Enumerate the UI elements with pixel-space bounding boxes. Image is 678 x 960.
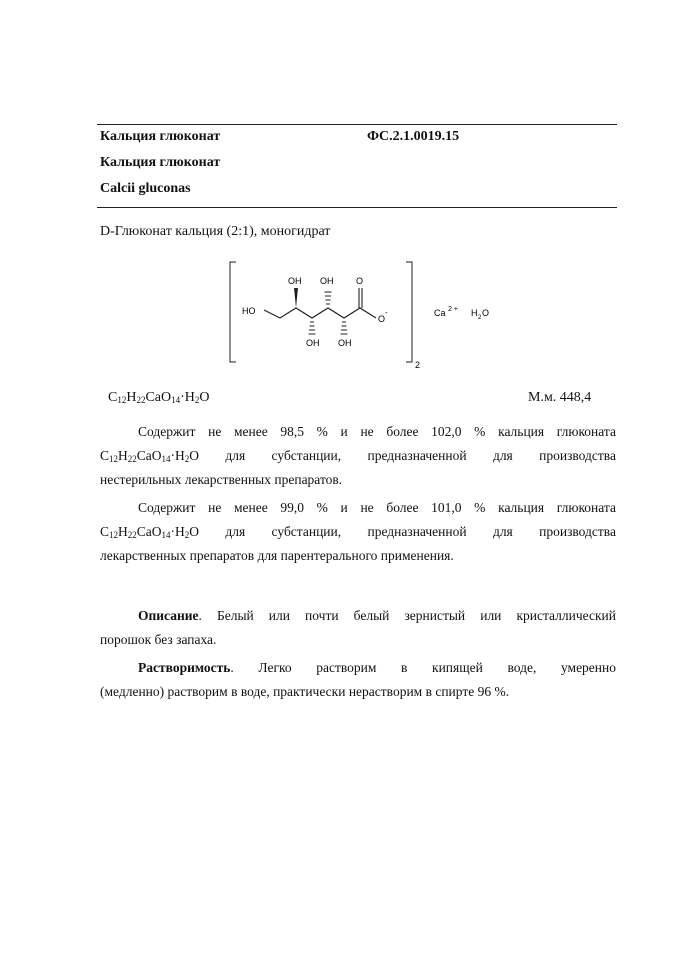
monograph-title-ru: Кальция глюконат — [100, 129, 221, 144]
monograph-title-ru-secondary: Кальция глюконат — [100, 155, 221, 170]
right-bracket — [406, 262, 412, 362]
label-oh-bottom-2: OH — [338, 338, 352, 348]
content-paragraph-1 — [100, 420, 616, 492]
content-2-line-3: лекарственных препаратов для парентерального применения. — [100, 548, 454, 563]
label-oh-top-2: OH — [320, 276, 334, 286]
structural-formula — [228, 258, 518, 376]
solubility-line-2: (медленно) растворим в воде, практически нерастворим в спирте 96 %. — [100, 684, 510, 699]
carbon-chain — [264, 308, 376, 318]
solubility-label: Растворимость — [138, 660, 231, 675]
molecular-weight: М.м. 448,4 — [528, 390, 592, 405]
molecular-formula: $C_{12}H_{22}CaO_{14}\cdot H_2O$ — [108, 390, 210, 405]
label-calcium-charge: 2 + — [448, 306, 458, 313]
content-1-line-1: Содержит не менее 98,5 % и не более 102,0 % кальция глюконата — [138, 424, 616, 439]
label-ho: HO — [242, 306, 256, 316]
content-paragraph-2 — [100, 496, 616, 568]
monograph-code: ФС.2.1.0019.15 — [367, 129, 460, 144]
label-o-top: O — [356, 276, 364, 286]
content-2-line-2: $C_{12}H_{22}CaO_{14}\cdot H_2O$ для субстанции, предназначенной для производства — [100, 524, 616, 540]
monograph-title-latin: Calcii gluconas — [100, 181, 191, 196]
label-oh-bottom-1: OH — [306, 338, 320, 348]
label-minus-sign: - — [385, 308, 388, 317]
header-top-rule — [97, 124, 617, 125]
content-1-line-3: нестерильных лекарственных препаратов. — [100, 472, 343, 487]
label-o-minus: O — [378, 314, 386, 324]
label-water-o: O — [482, 308, 490, 318]
description-label: Описание — [138, 608, 199, 623]
hash-bond-c5 — [341, 322, 348, 334]
content-2-line-1: Содержит не менее 99,0 % и не более 101,0 % кальция глюконата — [138, 500, 616, 515]
solubility-paragraph — [100, 656, 616, 704]
content-1-line-2: $C_{12}H_{22}CaO_{14}\cdot H_2O$ для субстанции, предназначенной для производства — [100, 448, 616, 464]
label-calcium: Ca — [434, 308, 446, 318]
description-paragraph — [100, 604, 616, 652]
bracket-subscript: 2 — [415, 360, 421, 370]
label-water-h: H — [471, 308, 478, 318]
solubility-line-1: Растворимость. Легко растворим в кипящей воде, умеренно — [138, 660, 616, 675]
label-oh-top-1: OH — [288, 276, 302, 286]
label-water-sub: 2 — [478, 315, 482, 321]
description-line-2: порошок без запаха. — [100, 632, 217, 647]
hash-bond-c4 — [325, 292, 332, 304]
hash-bond-c3 — [309, 322, 316, 334]
wedge-bond-c2 — [294, 288, 298, 308]
chemical-name: D-Глюконат кальция (2:1), моногидрат — [100, 224, 331, 239]
description-line-1: Описание. Белый или почти белый зернистый или кристаллический — [138, 608, 616, 623]
left-bracket — [230, 262, 236, 362]
header-bottom-rule — [97, 207, 617, 208]
